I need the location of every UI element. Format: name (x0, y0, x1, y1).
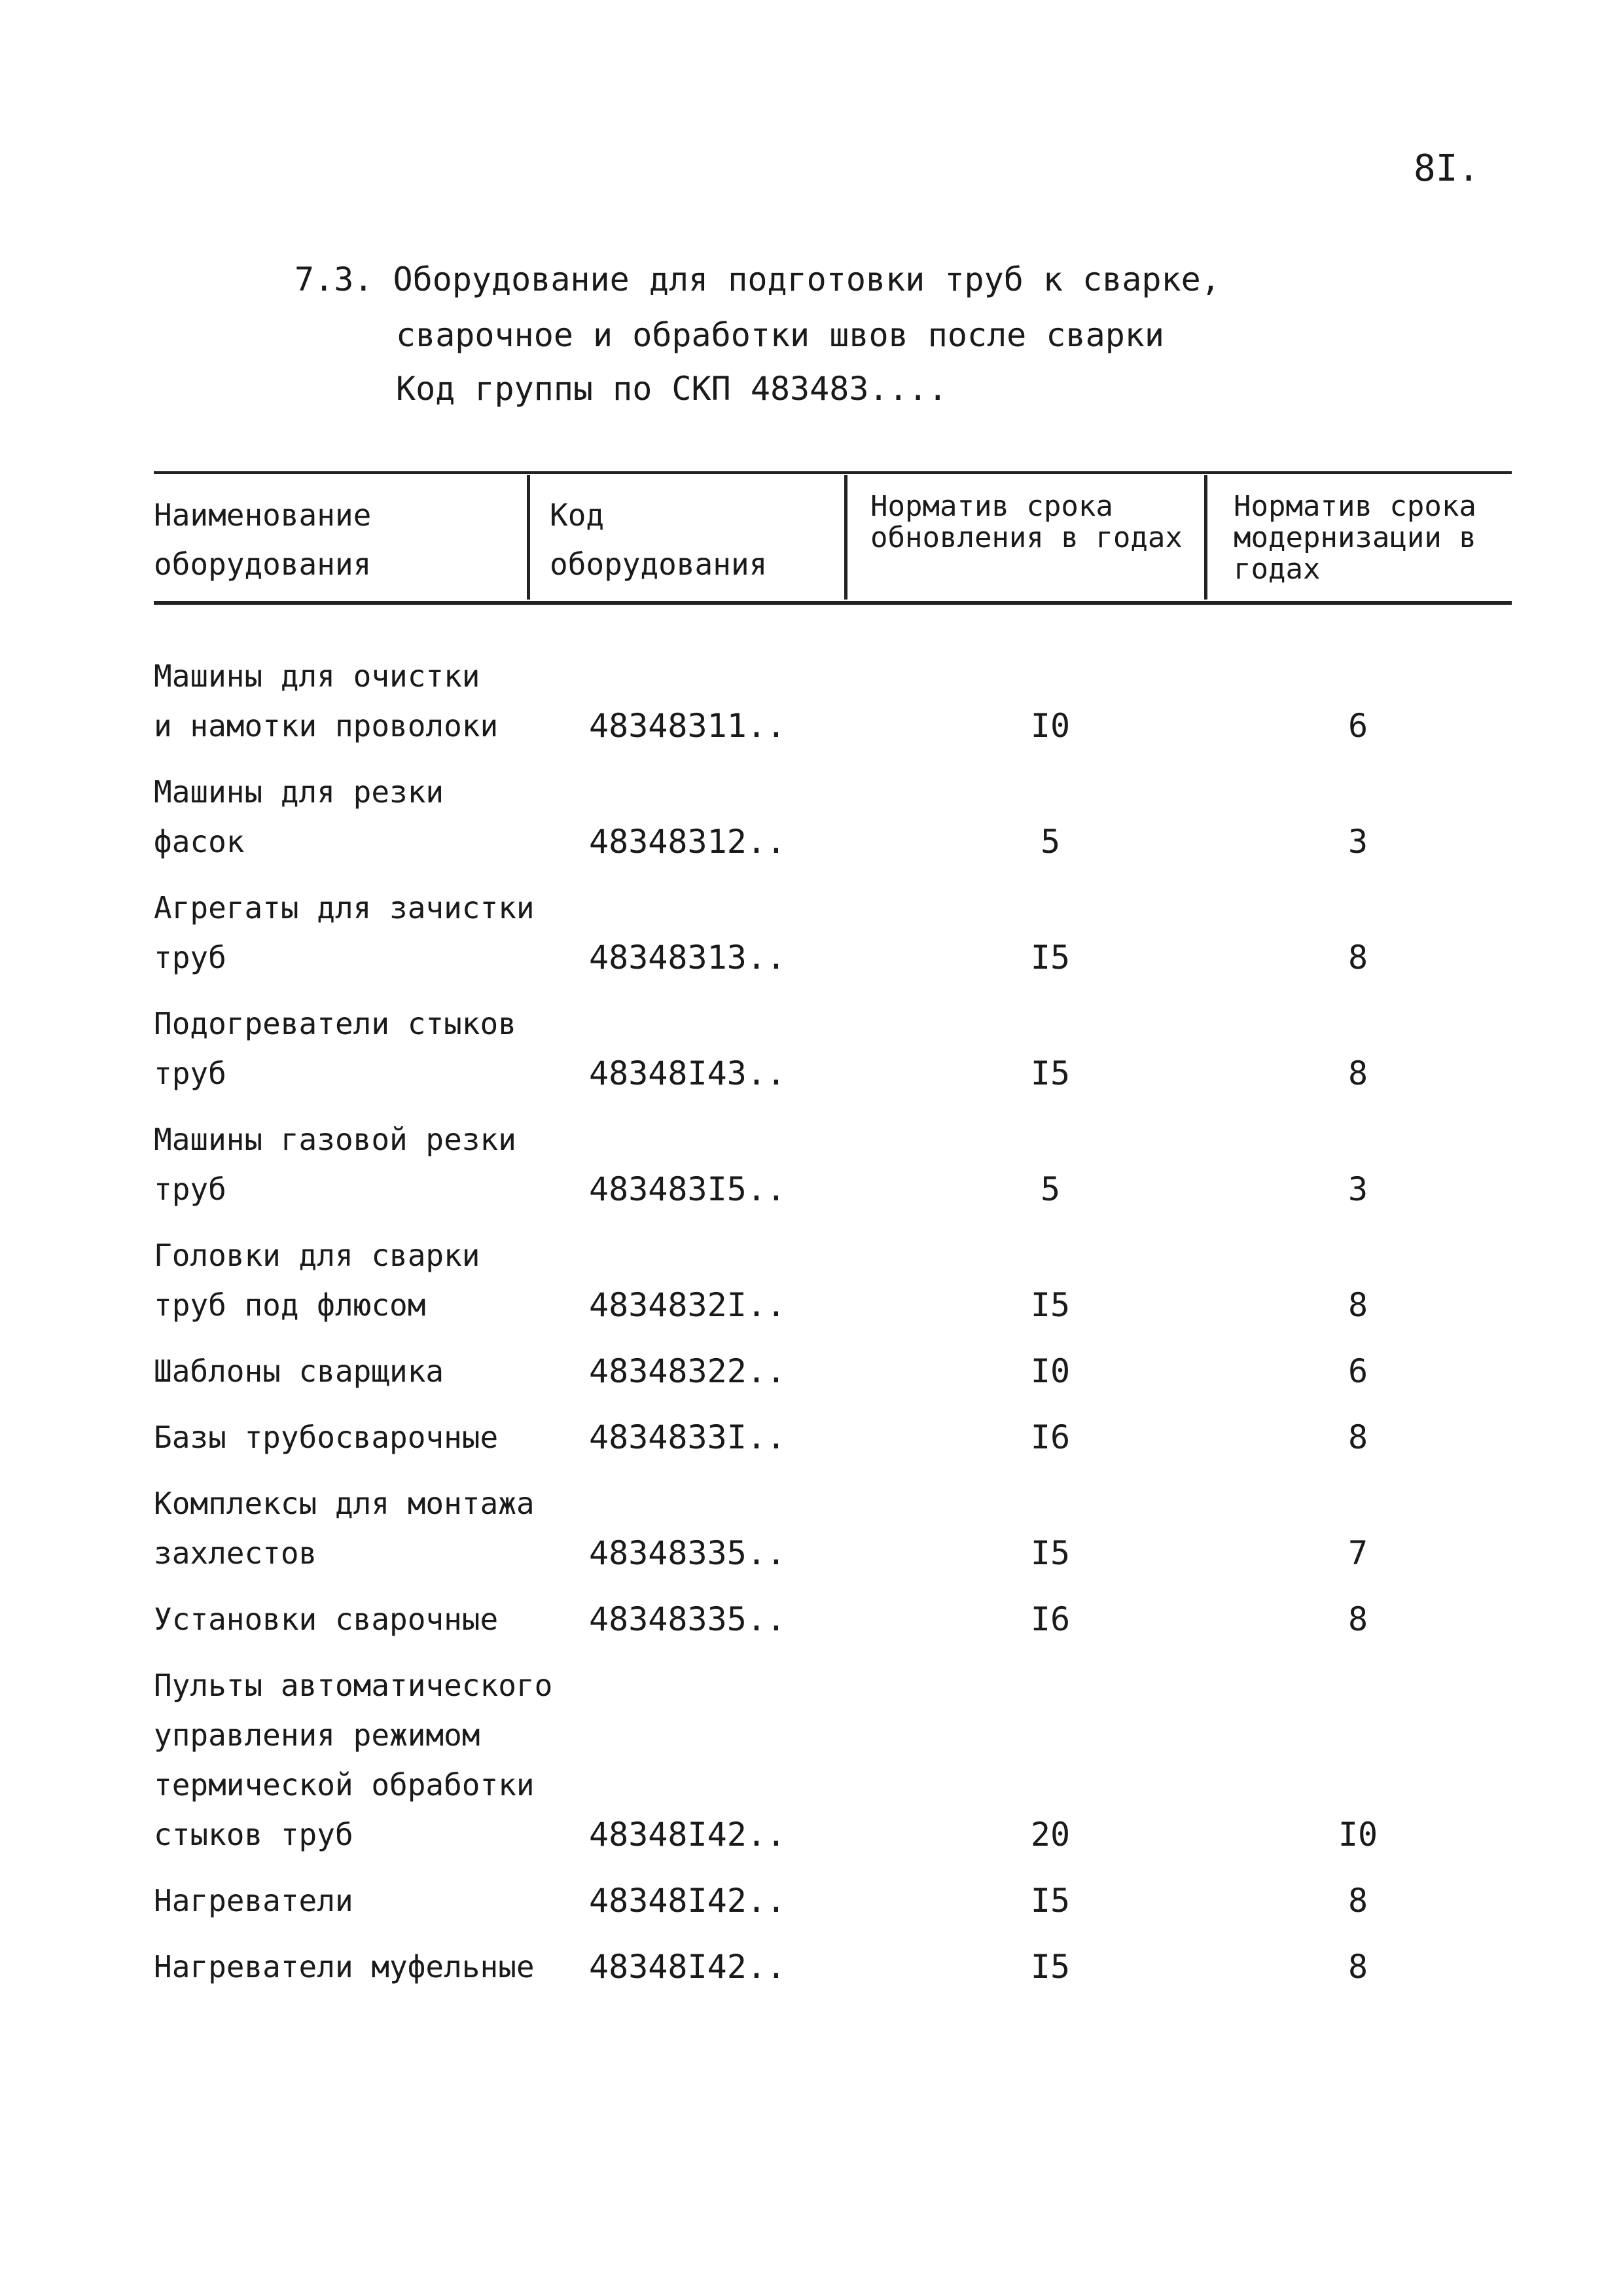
renewal-years: I5 (1030, 1286, 1071, 1324)
table-row (154, 1942, 1512, 1992)
table-row (154, 1346, 1512, 1396)
modernization-years: 7 (1347, 1534, 1368, 1572)
column-separator-2 (844, 475, 847, 600)
equipment-code: 48348311.. (589, 707, 787, 745)
table-row (154, 1594, 1512, 1644)
renewal-years: 5 (1040, 1170, 1061, 1208)
equipment-name: Машины для очистки и намотки проволоки (154, 658, 499, 744)
modernization-years: I0 (1338, 1816, 1378, 1854)
heading-line-1: 7.3. Оборудование для подготовки труб к сварке, (294, 260, 1221, 298)
renewal-years: I5 (1030, 1948, 1071, 1986)
modernization-years: 3 (1347, 1170, 1368, 1208)
renewal-years: I6 (1030, 1418, 1071, 1456)
header-modernization: Норматив срока модернизации в годах (1234, 490, 1476, 586)
table-row (154, 651, 1512, 751)
equipment-code: 48348335.. (589, 1534, 787, 1572)
modernization-years: 6 (1347, 1352, 1368, 1390)
modernization-years: 8 (1347, 1054, 1368, 1092)
renewal-years: I0 (1030, 707, 1071, 745)
table-row (154, 1412, 1512, 1462)
modernization-years: 8 (1347, 1600, 1368, 1638)
table-row (154, 1230, 1512, 1330)
equipment-name: Нагреватели (154, 1883, 353, 1918)
column-separator-1 (527, 475, 530, 600)
modernization-years: 8 (1347, 1286, 1368, 1324)
renewal-years: 20 (1030, 1816, 1071, 1854)
equipment-name: Нагреватели муфельные (154, 1949, 535, 1984)
modernization-years: 3 (1347, 823, 1368, 861)
table-row (154, 1876, 1512, 1926)
table-row (154, 883, 1512, 982)
table-row (154, 767, 1512, 867)
equipment-code: 48348I42.. (589, 1882, 787, 1920)
modernization-years: 8 (1347, 1882, 1368, 1920)
table-body (154, 651, 1512, 2008)
equipment-code: 48348312.. (589, 823, 787, 861)
equipment-name: Головки для сварки труб под флюсом (154, 1238, 480, 1323)
renewal-years: I6 (1030, 1600, 1071, 1638)
table-row (154, 1479, 1512, 1578)
equipment-name: Установки сварочные (154, 1602, 499, 1637)
equipment-name: Шаблоны сварщика (154, 1354, 444, 1389)
renewal-years: I5 (1030, 1054, 1071, 1092)
header-code: Код оборудования (550, 497, 768, 582)
table-row (154, 1115, 1512, 1214)
renewal-years: I0 (1030, 1352, 1071, 1390)
modernization-years: 6 (1347, 707, 1368, 745)
equipment-code: 4834833I.. (589, 1418, 787, 1456)
renewal-years: I5 (1030, 1882, 1071, 1920)
equipment-code: 48348I42.. (589, 1948, 787, 1986)
table-top-rule (154, 471, 1512, 474)
equipment-code: 48348I43.. (589, 1054, 787, 1092)
equipment-code: 48348322.. (589, 1352, 787, 1390)
header-renewal: Норматив срока обновления в годах (870, 490, 1183, 554)
table-row (154, 999, 1512, 1098)
equipment-code: 48348I42.. (589, 1816, 787, 1854)
group-code: Код группы по СКП 483483.... (396, 370, 948, 408)
renewal-years: I5 (1030, 1534, 1071, 1572)
renewal-years: 5 (1040, 823, 1061, 861)
equipment-name: Агрегаты для зачистки труб (154, 890, 535, 975)
heading-line-2: сварочное и обработки швов после сварки (396, 316, 1164, 354)
equipment-name: Машины для резки фасок (154, 774, 444, 859)
section-heading (294, 252, 1221, 363)
modernization-years: 8 (1347, 939, 1368, 977)
equipment-code: 4834832I.. (589, 1286, 787, 1324)
header-name: Наименование оборудования (154, 497, 372, 582)
equipment-name: Комплексы для монтажа захлестов (154, 1486, 535, 1571)
equipment-code: 48348313.. (589, 939, 787, 977)
equipment-name: Машины газовой резки труб (154, 1122, 516, 1207)
equipment-code: 483483I5.. (589, 1170, 787, 1208)
modernization-years: 8 (1347, 1418, 1368, 1456)
renewal-years: I5 (1030, 939, 1071, 977)
table-header-rule (154, 601, 1512, 605)
modernization-years: 8 (1347, 1948, 1368, 1986)
table-row (154, 1660, 1512, 1859)
equipment-code: 48348335.. (589, 1600, 787, 1638)
page-number: 8I. (1414, 147, 1480, 190)
equipment-name: Подогреватели стыков труб (154, 1006, 516, 1091)
column-separator-3 (1204, 475, 1207, 600)
equipment-name: Пульты автоматического управления режимом термической обработки стыков труб (154, 1668, 553, 1852)
equipment-name: Базы трубосварочные (154, 1420, 499, 1455)
